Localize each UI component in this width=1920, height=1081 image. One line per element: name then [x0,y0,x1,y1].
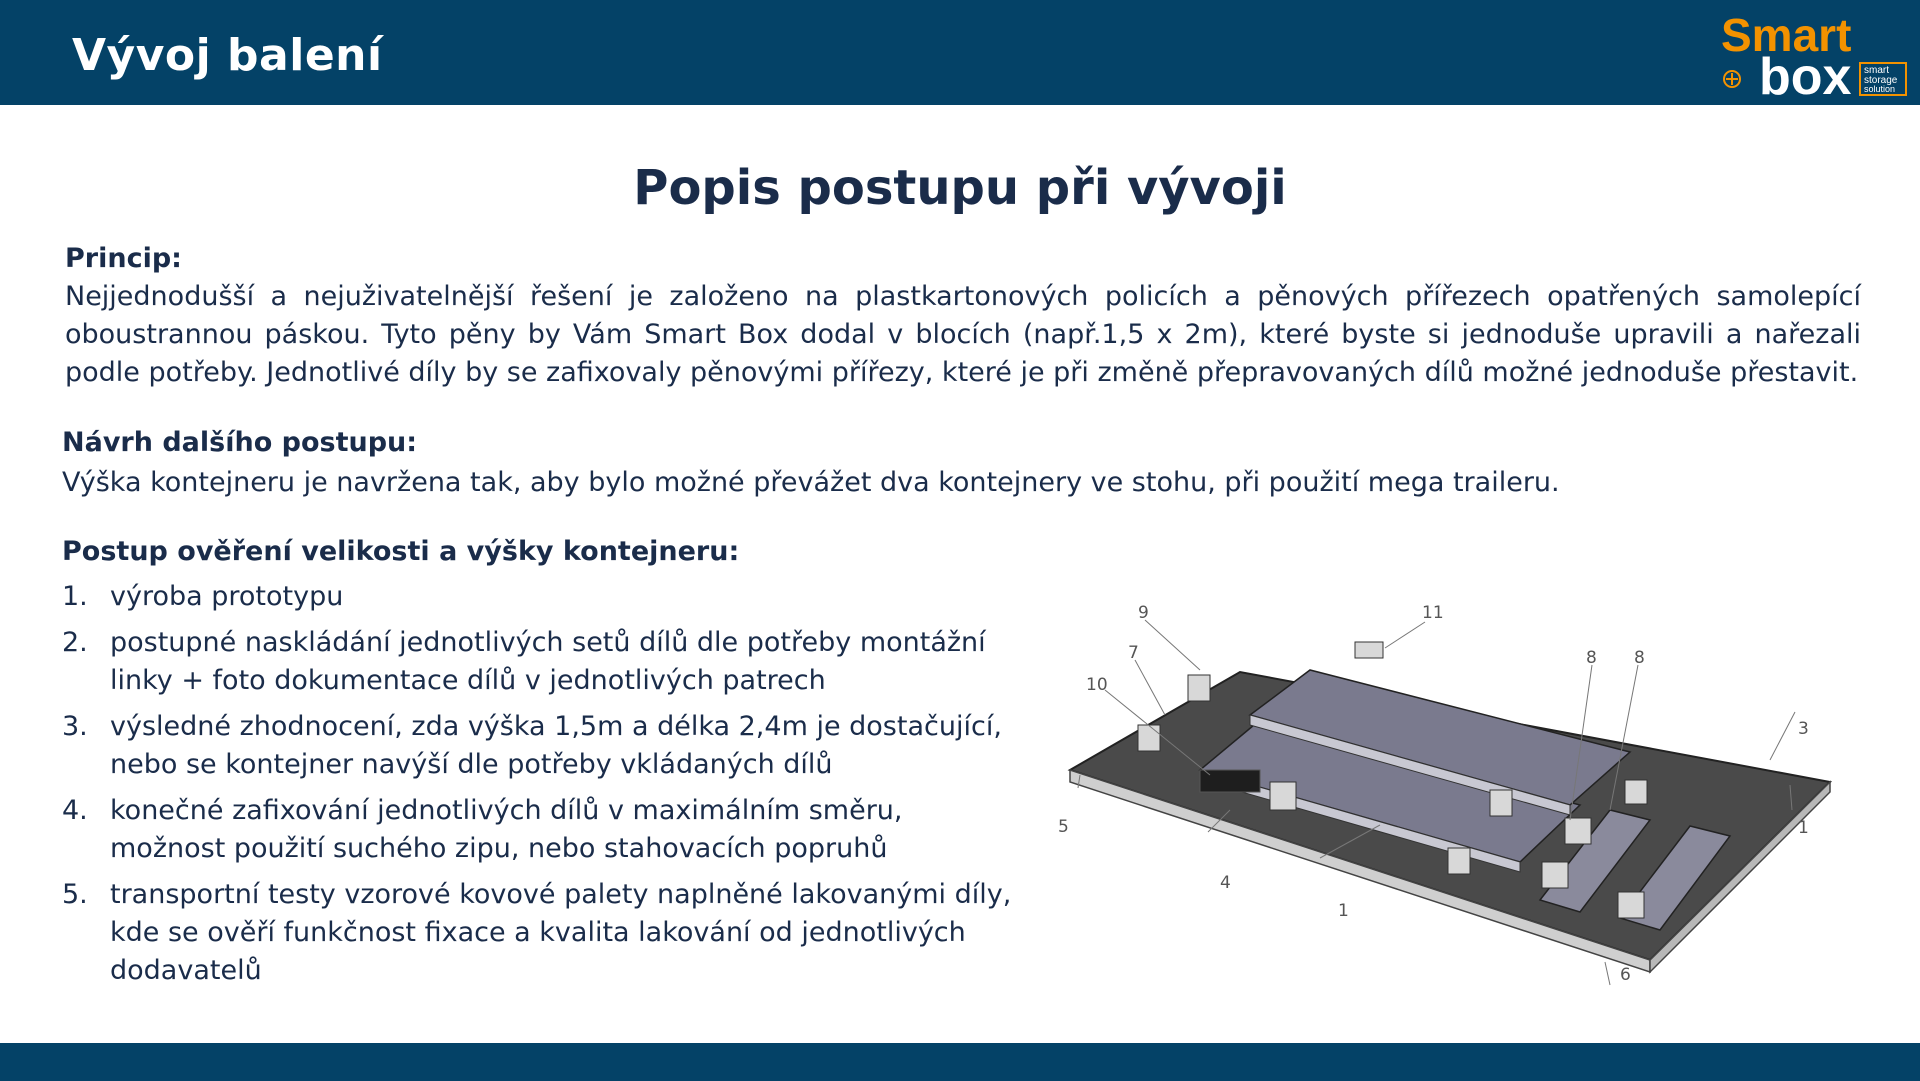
step-text: postupné naskládání jednotlivých setů dílů dle potřeby montážní linky + foto dokumentace dílů v jednotlivých patrech [110,627,986,696]
list-item [62,578,1022,616]
step-number: 4. [62,795,88,826]
logo-word-box: box [1759,48,1852,101]
principle-text: Nejjednodušší a nejuživatelnější řešení je založeno na plastkartonových policích a pěnových přířezech opatřených samolepící oboustrannou páskou. Tyto pěny by Vám Smart Box dodal v blocích (např.1,5 x 2m), které byste si jednoduše upravili a nařezali podle potřeby. Jednotlivé díly by se zafixovaly pěnovými přířezy, které je při změně přepravovaných dílů možné jednoduše přestavit. [65,281,1861,388]
callout-label: 5 [1058,817,1069,837]
list-item [62,708,1022,784]
proposal-heading: Návrh dalšího postupu: [62,427,418,458]
step-number: 1. [62,581,88,612]
callout-label: 11 [1422,603,1444,623]
callout-label: 7 [1128,643,1139,663]
proposal-text: Výška kontejneru je navržena tak, aby bylo možné převážet dva kontejnery ve stohu, při použití mega traileru. [62,467,1560,498]
foam-block [1618,892,1644,918]
logo-word-smart: Smart [1721,9,1852,61]
logo-tagline-1: smart [1864,65,1889,76]
step-number: 2. [62,627,88,658]
callout-label: 6 [1620,965,1631,985]
step-text: výsledné zhodnocení, zda výška 1,5m a délka 2,4m je dostačující, nebo se kontejner navýší dle potřeby vkládaných dílů [110,711,1002,780]
foam-block [1138,725,1160,751]
callout-label: 9 [1138,603,1149,623]
header-bar [0,0,1920,105]
header-title: Vývoj balení [72,30,383,81]
callout-label: 1 [1798,818,1809,838]
smartbox-logo [1707,6,1912,101]
logo-tagline-3: solution [1864,84,1896,94]
verification-steps [62,578,1022,998]
footer-bar [0,1043,1920,1081]
foam-block [1355,642,1383,658]
list-item [62,624,1022,700]
foam-block [1490,790,1512,816]
callout-label: 1 [1338,901,1349,921]
step-text: konečné zafixování jednotlivých dílů v maximálním směru, možnost použití suchého zipu, nebo stahovacích popruhů [110,795,903,864]
foam-block [1448,848,1470,874]
callout-label: 8 [1634,648,1645,668]
step-text: výroba prototypu [110,581,344,612]
logo-tagline-2: storage [1864,75,1898,86]
step-number: 3. [62,711,88,742]
callout-label: 10 [1086,675,1108,695]
foam-block [1625,780,1647,804]
list-item [62,876,1022,990]
foam-block [1565,818,1591,844]
callout-label: 8 [1586,648,1597,668]
step-text: transportní testy vzorové kovové palety naplněné lakovanými díly, kde se ověří funkčnost fixace a kvalita lakování od jednotlivých dodavatelů [110,879,1012,986]
list-item [62,792,1022,868]
foam-block [1542,862,1568,888]
verification-heading: Postup ověření velikosti a výšky kontejneru: [62,536,740,567]
foam-block [1270,782,1296,810]
step-number: 5. [62,879,88,910]
latch-block [1200,770,1260,792]
foam-block [1188,675,1210,701]
principle-heading: Princip: [65,243,182,274]
callout-label: 4 [1220,873,1231,893]
callout-label: 3 [1798,719,1809,739]
container-technical-drawing [1050,600,1850,990]
page-title: Popis postupu při vývoji [633,160,1287,216]
